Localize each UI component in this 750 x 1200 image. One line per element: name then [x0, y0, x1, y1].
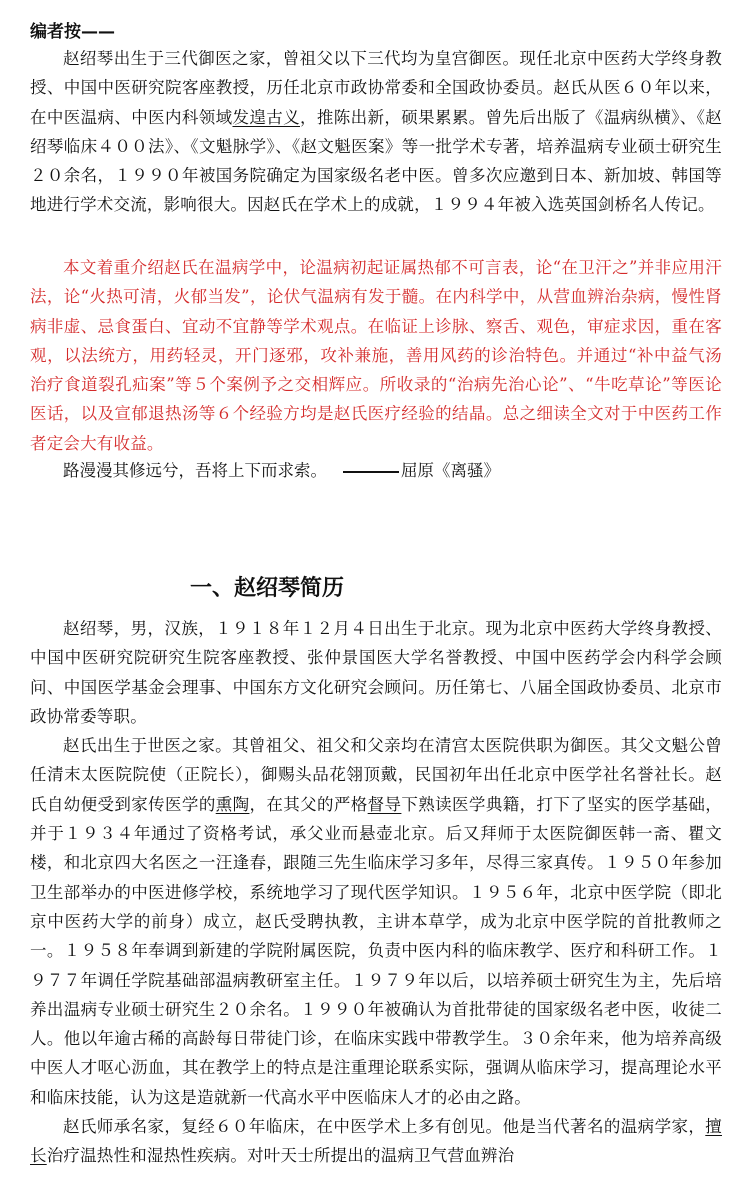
p2-text-a: 赵氏出生于世医之家。其曾祖父、祖父和父亲均在清宫太医院供职为御医。其父文魁公曾任清末太医院院使（正院长），御赐头品花翎顶戴，民国初年出任北京中医学社名誉社长。赵氏自幼便受到家传医学的: [30, 736, 722, 814]
p2-text-b: ，在其父的严格: [249, 794, 368, 814]
bio-paragraph-1: 赵绍琴，男，汉族，１９１８年１２月４日出生于北京。现为北京中医药大学终身教授、中国中医研究院研究生院客座教授、张仲景国医大学名誉教授、中国中医药学会内科学会顾问、中国医学基金会理事、中国东方文化研究会顾问。历任第七、八届全国政协委员、北京市政协常委等职。: [30, 619, 722, 726]
p2-underlined-1: 熏陶: [215, 794, 250, 814]
highlight-paragraph: 本文着重介绍赵氏在温病学中，论温病初起证属热郁不可言表，论“在卫汗之”并非应用汗法，论“火热可清，火郁当发”，论伏气温病有发于髓。在内科学中，从营血辨治杂病，慢性肾病非虚、忌食蛋白、宜动不宜静等学术观点。在临证上诊脉、察舌、观色，审症求因，重在客观，以法统方，用药轻灵，开门逐邪，攻补兼施，善用风药的诊治特色。并通过“补中益气汤治疗食道裂孔疝案”等５个案例予之交相辉应。所收录的“治病先治心论”、“牛吃草论”等医论医话，以及宣郁退热汤等６个经验方均是赵氏医疗经验的结晶。总之细读全文对于中医药工作者定会大有收益。: [30, 258, 722, 453]
p3-underlined: 擅长: [30, 1117, 722, 1166]
biography-body: [30, 614, 722, 1171]
bio-paragraph-3: [30, 1112, 722, 1171]
p3-text-a: 赵氏师承名家，复经６０年临床，在中医学术上多有创见。他是当代著名的温病学家，: [63, 1117, 706, 1137]
p2-text-c: 下熟读医学典籍，打下了坚实的医学基础，并于１９３４年通过了资格考试，承父业而悬壶北京。后又拜师于太医院御医韩一斋、瞿文楼，和北京四大名医之一汪逢春，跟随三先生临床学习多年，尽得三家真传。１９５０年参加卫生部举办的中医进修学校，系统地学习了现代医学知识。１９５６年，北京中医学院（即北京中医药大学的前身）成立，赵氏受聘执教，主讲本草学，成为北京中医学院的首批教师之一。１９５８年奉调到新建的学院附属医院，负责中医内科的临床教学、医疗和科研工作。１９７７年调任学院基础部温病教研室主任。１９７９年以后，以培养硕士研究生为主，先后培养出温病专业硕士研究生２０余名。１９９０年被确认为首批带徒的国家级名老中医，收徒二人。他以年逾古稀的高龄每日带徒门诊，在临床实践中带教学生。３０余年来，他为培养高级中医人才呕心沥血，其在教学上的特点是注重理论联系实际，强调从临床学习，提高理论水平和临床技能，认为这是造就新一代高水平中医临床人才的必由之路。: [30, 794, 722, 1107]
intro-paragraph: [30, 44, 722, 220]
editor-note-intro: [30, 44, 722, 220]
section-title: 一、赵绍琴简历: [190, 576, 345, 601]
epigraph-source: 屈原《离骚》: [401, 461, 500, 480]
intro-text-a: 赵绍琴出生于三代御医之家，曾祖父以下三代均为皇宫御医。现任北京中医药大学终身教授、中国中医研究院客座教授，历任北京市政协常委和全国政协委员。赵氏从医６０年以来，在中医温病、中医内科领域: [30, 49, 722, 127]
editor-note-heading: 编者按——: [30, 22, 115, 42]
editor-note-highlight: [30, 253, 722, 458]
bio-paragraph-2: [30, 731, 722, 1112]
p2-underlined-2: 督导: [367, 794, 402, 814]
p3-text-b: 治疗温热性和湿热性疾病。对叶天士所提出的温病卫气营血辨治: [46, 1146, 515, 1166]
intro-underlined-term: 发遑古义: [232, 107, 300, 127]
epigraph: [30, 456, 722, 485]
intro-text-b: ，推陈出新，硕果累累。曾先后出版了《温病纵横》、《赵绍琴临床４００法》、《文魁脉学》、《赵文魁医案》等一批学术专著，培养温病专业硕士研究生２０余名，１９９０年被国务院确定为国家级名老中医。曾多次应邀到日本、新加坡、韩国等地进行学术交流，影响很大。因赵氏在学术上的成就，１９９４年被入选英国剑桥名人传记。: [30, 107, 723, 215]
epigraph-dash: [343, 471, 399, 473]
epigraph-quote: 路漫漫其修远兮，吾将上下而求索。: [63, 461, 327, 480]
